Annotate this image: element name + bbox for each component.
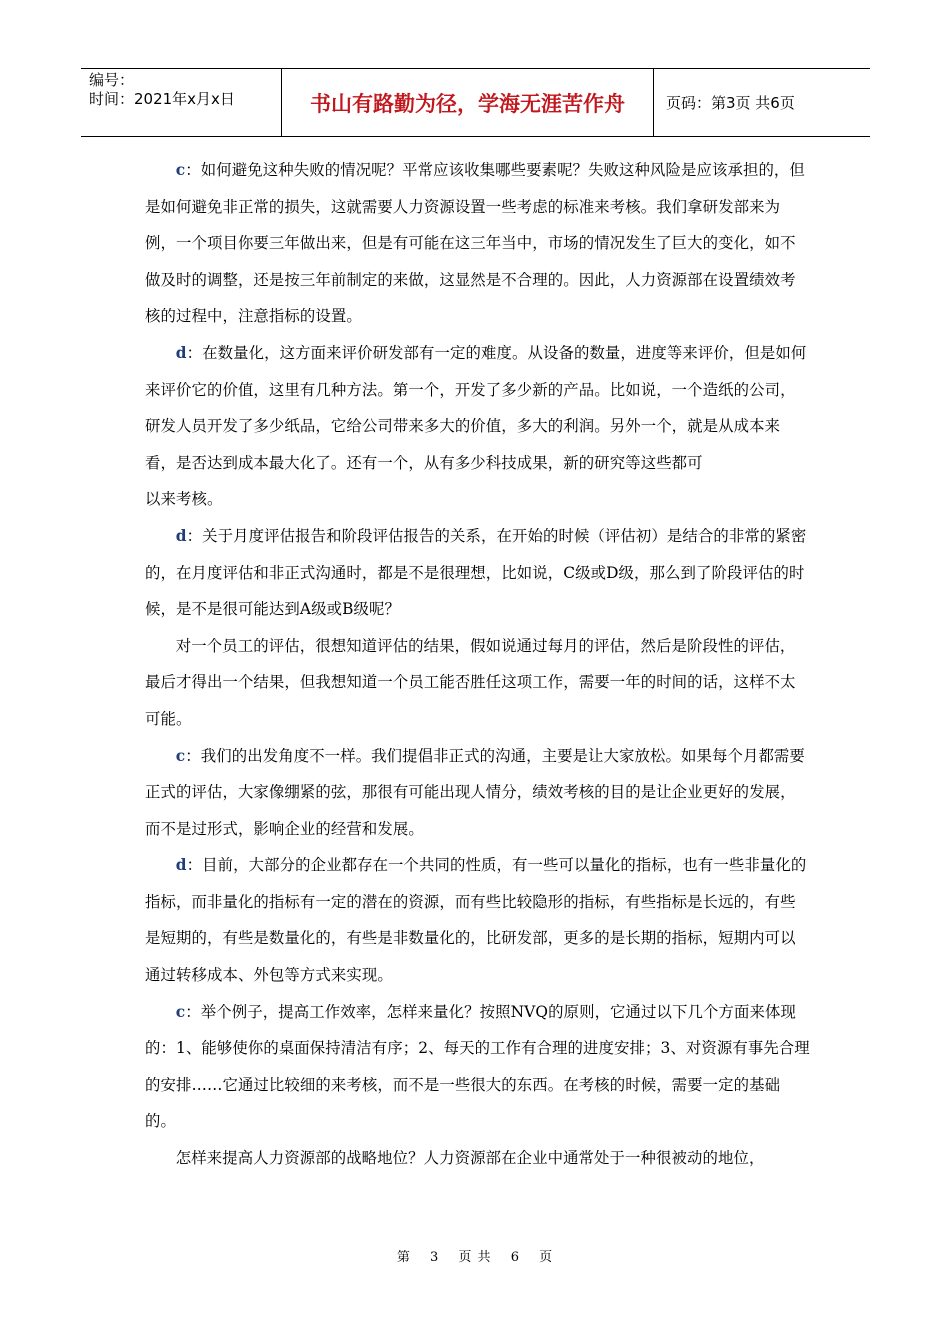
paragraph-text: 我们的出发角度不一样。我们提倡非正式的沟通，主要是让大家放松。如果每个月都需要正式的评估，大家像绷紧的弦，那很有可能出现人情分，绩效考核的目的是让企业更好的发展，而不是过形式，影响企业的经营和发展。 — [145, 746, 805, 838]
footer-suffix: 页 — [539, 1250, 554, 1265]
speaker-label: d — [175, 343, 187, 362]
paragraph — [145, 738, 810, 848]
footer-prefix: 第 — [396, 1250, 411, 1265]
page-footer — [0, 1246, 950, 1265]
paragraph-text: 对一个员工的评估，很想知道评估的结果，假如说通过每月的评估，然后是阶段性的评估，最后才得出一个结果，但我想知道一个员工能否胜任这项工作，需要一年的时间的话，这样不太可能。 — [145, 636, 796, 728]
paragraph — [145, 994, 810, 1140]
footer-mid: 页 共 — [458, 1250, 492, 1265]
paragraph — [145, 847, 810, 993]
header-motto: 书山有路勤为径，学海无涯苦作舟 — [282, 69, 654, 136]
speaker-separator: ： — [186, 526, 203, 545]
speaker-separator: ： — [185, 746, 201, 765]
speaker-separator: ： — [186, 343, 203, 362]
speaker-separator: ： — [186, 856, 203, 875]
speaker-separator: ： — [185, 161, 201, 179]
paragraph — [145, 152, 810, 335]
time-label: 时间：2021年x月x日 — [89, 90, 235, 108]
speaker-separator: ： — [185, 1002, 201, 1021]
paragraph-text: 以来考核。 — [145, 490, 223, 509]
footer-total-pages: 6 — [510, 1250, 520, 1265]
paragraph-text: 如何避免这种失败的情况呢？平常应该收集哪些要素呢？失败这种风险是应该承担的，但是如何避免非正常的损失，这就需要人力资源设置一些考虑的标准来考核。我们拿研发部来为例，一个项目你要三年做出来，但是有可能在这三年当中，市场的情况发生了巨大的变化，如不做及时的调整，还是按三年前制定的来做，这显然是不合理的。因此，人力资源部在设置绩效考核的过程中，注意指标的设置。 — [145, 161, 805, 326]
paragraph-text: 目前，大部分的企业都存在一个共同的性质，有一些可以量化的指标，也有一些非量化的指标，而非量化的指标有一定的潜在的资源，而有些比较隐形的指标，有些指标是长远的，有些是短期的，有些是数量化的，有些是非数量化的，比研发部，更多的是长期的指标，短期内可以通过转移成本、外包等方式来实现。 — [145, 856, 807, 985]
document-header — [81, 68, 870, 137]
paragraph-text: 关于月度评估报告和阶段评估报告的关系，在开始的时候（评估初）是结合的非常的紧密的，在月度评估和非正式沟通时，都是不是很理想，比如说，C级或D级，那么到了阶段评估的时候，是不是很可能达到A级或B级呢？ — [145, 526, 807, 619]
document-body — [145, 152, 810, 1177]
paragraph — [145, 628, 810, 738]
paragraph-text: 在数量化，这方面来评价研发部有一定的难度。从设备的数量，进度等来评价，但是如何来评价它的价值，这里有几种方法。第一个，开发了多少新的产品。比如说，一个造纸的公司，研发人员开发了多少纸品，它给公司带来多大的价值，多大的利润。另外一个，就是从成本来看，是否达到成本最大化了。还有一个，从有多少科技成果，新的研究等这些都可 — [145, 343, 807, 472]
speaker-label: c — [175, 161, 186, 179]
speaker-label: c — [175, 746, 186, 765]
footer-page-number: 3 — [430, 1250, 440, 1265]
header-meta — [81, 69, 282, 136]
paragraph — [145, 481, 810, 518]
serial-label: 编号： — [89, 71, 135, 89]
paragraph-text: 怎样来提高人力资源部的战略地位？人力资源部在企业中通常处于一种很被动的地位， — [175, 1149, 765, 1168]
paragraph — [145, 335, 810, 481]
paragraph — [145, 518, 810, 628]
paragraph-text: 举个例子，提高工作效率，怎样来量化？按照NVQ的原则，它通过以下几个方面来体现的：1、能够使你的桌面保持清洁有序；2、每天的工作有合理的进度安排；3、对资源有事先合理的安排……它通过比较细的来考核，而不是一些很大的东西。在考核的时候，需要一定的基础的。 — [145, 1002, 810, 1131]
header-page-code: 页码：第3页 共6页 — [666, 94, 795, 112]
speaker-label: d — [175, 856, 187, 875]
paragraph — [145, 1140, 810, 1177]
speaker-label: d — [175, 526, 187, 545]
speaker-label: c — [175, 1002, 186, 1021]
